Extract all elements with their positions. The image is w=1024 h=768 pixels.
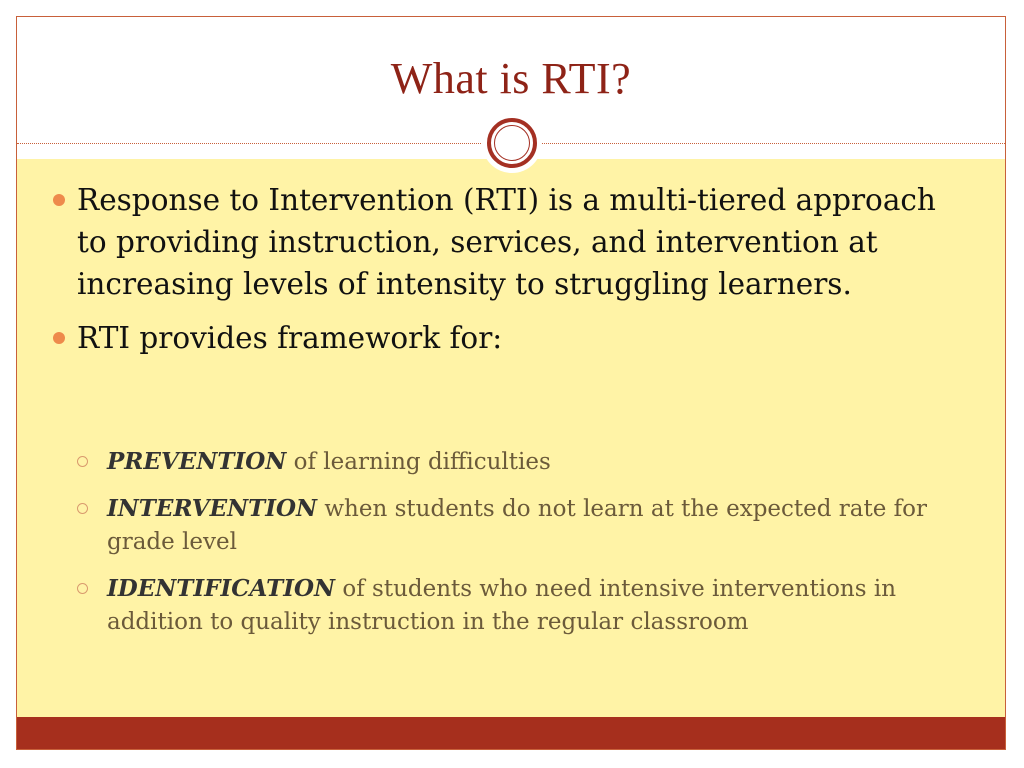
- bullet-text: RTI provides framework for:: [77, 321, 503, 355]
- bullet-list: [53, 179, 953, 371]
- sub-bullet-text: when students do not learn at the expected rate for grade level: [107, 496, 928, 555]
- bullet-item: [53, 179, 953, 305]
- bullet-dot-icon: [53, 194, 65, 206]
- divider-ornament-inner-ring: [494, 125, 530, 161]
- bullet-text: Response to Intervention (RTI) is a multi-tiered approach to providing instruction, services, and intervention at increasing levels of intensity to struggling learners.: [77, 183, 936, 301]
- sub-bullet-list: [77, 445, 957, 652]
- sub-bullet-text: of students who need intensive interventions in addition to quality instruction in the regular classroom: [107, 576, 897, 635]
- slide-title: What is RTI?: [390, 54, 632, 103]
- sub-bullet-item: [77, 492, 957, 559]
- sub-bullet-item: [77, 445, 957, 479]
- sub-bullet-emphasis: INTERVENTION: [107, 495, 318, 522]
- bullet-item: [53, 317, 953, 359]
- bullet-dot-icon: [53, 332, 65, 344]
- sub-bullet-ring-icon: [77, 583, 88, 594]
- sub-bullet-emphasis: IDENTIFICATION: [107, 575, 336, 602]
- footer-bar: [17, 717, 1005, 750]
- sub-bullet-item: [77, 572, 957, 639]
- slide: [16, 16, 1006, 750]
- sub-bullet-ring-icon: [77, 503, 88, 514]
- sub-bullet-ring-icon: [77, 456, 88, 467]
- sub-bullet-text: of learning difficulties: [286, 449, 551, 475]
- sub-bullet-emphasis: PREVENTION: [107, 448, 287, 475]
